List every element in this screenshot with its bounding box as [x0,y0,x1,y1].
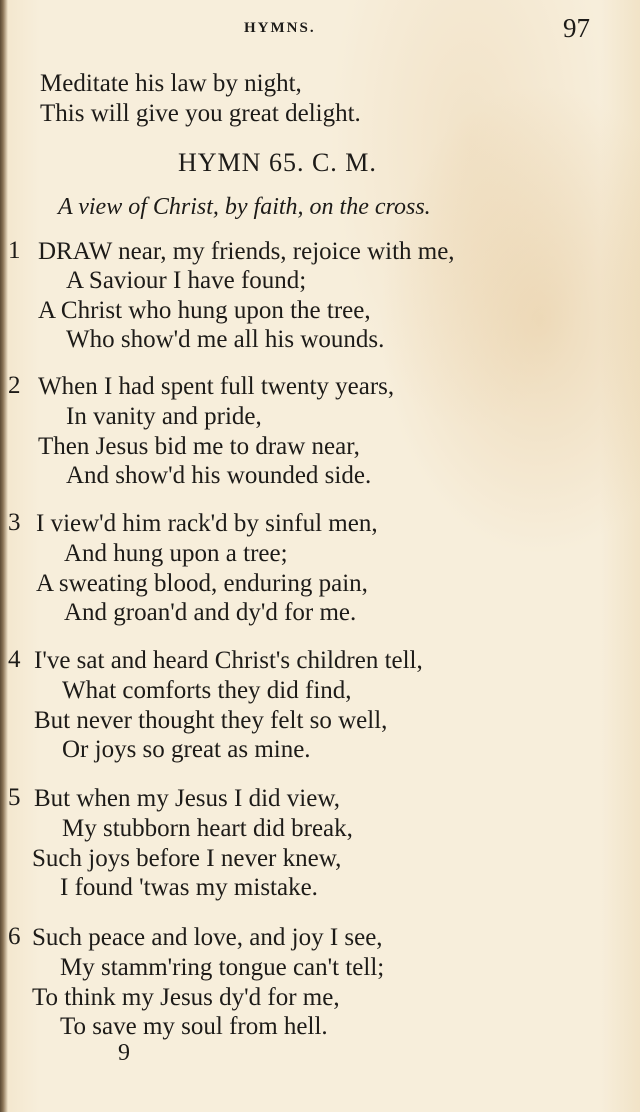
prev-stanza-line: This will give you great delight. [40,100,361,127]
page-number: 97 [563,13,590,43]
verse-line: A Saviour I have found; [66,267,307,294]
verse-line: When I had spent full twenty years, [38,373,395,400]
running-head: HYMNS. [244,20,316,36]
verse-line: And groan'd and dy'd for me. [64,599,357,626]
verse-line: A Christ who hung upon the tree, [38,297,371,324]
verse-line: And hung upon a tree; [64,540,288,567]
verse-number: 1 [8,237,21,264]
verse-number: 3 [8,509,21,536]
page-gutter-edge [0,0,8,1112]
verse-line: And show'd his wounded side. [66,462,372,489]
verse-line: Then Jesus bid me to draw near, [38,433,360,460]
verse-number: 5 [8,784,21,811]
verse-line: I found 'twas my mistake. [60,874,318,901]
verse-line: DRAW near, my friends, rejoice with me, [38,238,455,265]
verse-line: I view'd him rack'd by sinful men, [36,510,378,537]
verse-line: I've sat and heard Christ's children tell, [34,647,423,674]
hymn-title: HYMN 65. C. M. [178,148,377,177]
verse-line: Or joys so great as mine. [62,736,311,763]
verse-line: Such peace and love, and joy I see, [32,924,383,951]
verse-line: Such joys before I never knew, [32,845,342,872]
verse-number: 6 [8,923,21,950]
verse-line: My stubborn heart did break, [62,815,353,842]
verse-line: What comforts they did find, [62,677,352,704]
verse-line: Who show'd me all his wounds. [66,326,385,353]
verse-line: In vanity and pride, [66,403,262,430]
verse-number: 4 [8,646,21,673]
verse-line: But never thought they felt so well, [34,707,388,734]
verse-line: To think my Jesus dy'd for me, [32,984,340,1011]
prev-stanza-line: Meditate his law by night, [40,70,302,97]
hymn-subtitle: A view of Christ, by faith, on the cross. [58,194,431,220]
verse-line: My stamm'ring tongue can't tell; [60,954,385,981]
verse-line: A sweating blood, enduring pain, [36,570,368,597]
verse-line: To save my soul from hell. [60,1013,328,1040]
signature-mark: 9 [118,1040,130,1066]
verse-number: 2 [8,372,21,399]
verse-line: But when my Jesus I did view, [34,785,340,812]
